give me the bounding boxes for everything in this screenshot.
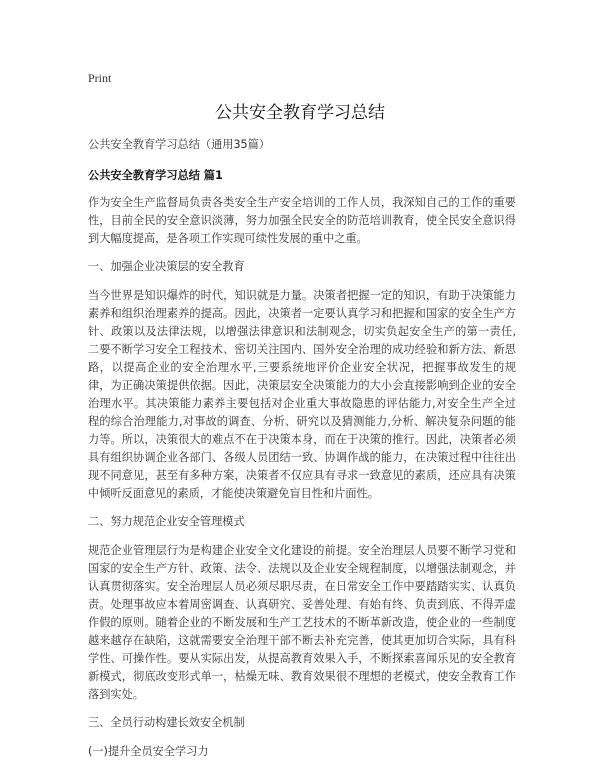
article-body [88,136,516,772]
article-subtitle: 公共安全教育学习总结（通用35篇） [88,138,271,151]
section-heading: 公共安全教育学习总结 篇1 [88,169,223,182]
subheading-3-1: (一)提升全员安全学习力 [88,745,209,758]
print-link[interactable]: Print [88,71,112,85]
subheading-2: 二、努力规范企业安全管理模式 [88,515,245,528]
paragraph-1: 当今世界是知识爆炸的时代，知识就是力量。决策者把握一定的知识，有助于决策能力素养和组织治理素养的提高。因此，决策者一定要认真学习和把握和国家的安全生产方针、政策以及法律法规，以增强法律意识和法制观念，切实负起安全生产的第一责任,二要不断学习安全工程技术、密切关注国内、国外安全治理的成功经验和新方法、新思路，以提高企业的安全治理水平,三要系统地评价企业安全状况，把握事故发生的规律，为正确决策提供依据。因此，决策层安全决策能力的大小会直接影响到企业的安全治理水平。其决策能力素养主要包括对企业重大事故隐患的评估能力,对安全生产全过程的综合治理能力,对事故的调查、分析、研究以及猜测能力,分析、解决复杂问题的能力等。所以，决策很大的难点不在于决策本身，而在于决策的推行。因此，决策者必须具有组织协调企业各部门、各级人员团结一致、协调作战的能力，在决策过程中往往出现不同意见，甚至有多种方案，决策者不仅应具有寻求一致意见的素质，还应具有决策中倾听反面意见的素质，才能使决策避免盲目性和片面性。 [88,289,516,500]
paragraph-2: 规范企业管理层行为是构建企业安全文化建设的前提。安全治理层人员要不断学习党和国家的安全生产方针、政策、法令、法规以及企业安全规程制度，以增强法制观念，并认真贯彻落实。安全治理层人员必须尽职尽责，在日常安全工作中要踏踏实实、认真负责。处理事故应本着周密调查、认真研究、妥善处理、有始有终、负责到底、不得弄虚作假的原则。随着企业的不断发展和生产工艺技术的不断革新改造，使企业的一些制度越来越存在缺陷，这就需要安全治理干部不断去补充完善，使其更加切合实际，具有科学性、可操作性。要从实际出发，从提高教育效果入手，不断探索喜闻乐见的安全教育新模式，彻底改变形式单一，枯燥无味、教育效果很不理想的老模式，使安全教育工作落到实处。 [88,544,516,701]
subheading-1: 一、加强企业决策层的安全教育 [88,260,245,273]
paragraph-intro: 作为安全生产监督局负责各类安全生产安全培训的工作人员，我深知自己的工作的重要性，目前全民的安全意识淡薄，努力加强全民安全的防范培训教育，使全民安全意识得到大幅度提高，是各项工作实现可续性发展的重中之重。 [88,196,516,245]
page-title: 公共安全教育学习总结 [215,103,385,123]
subheading-3: 三、全员行动构建长效安全机制 [88,716,245,729]
